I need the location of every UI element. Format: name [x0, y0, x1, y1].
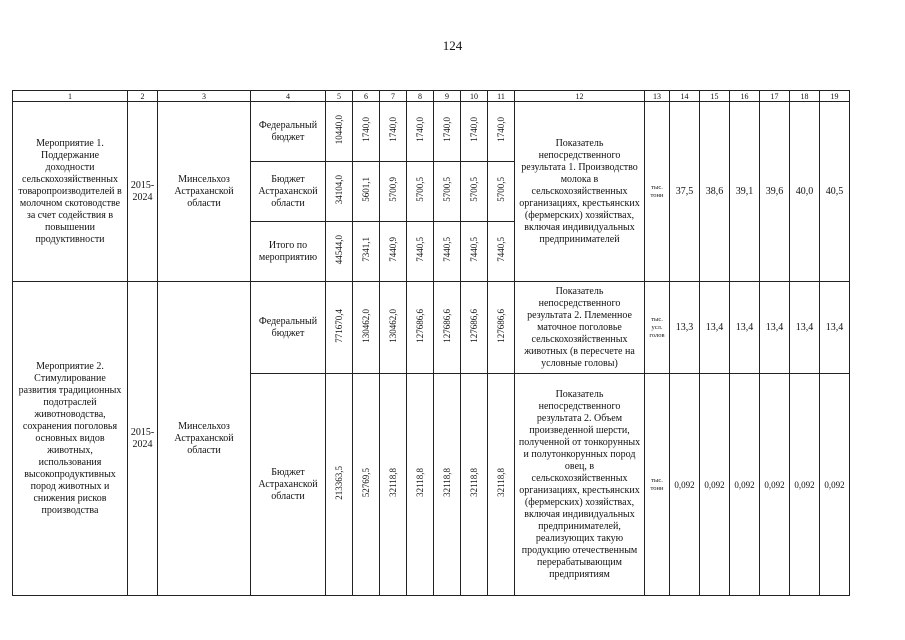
amount-value: 34104,0	[334, 174, 344, 205]
amount-cell	[353, 374, 380, 596]
header-cell: 6	[353, 91, 380, 102]
amount-cell	[353, 282, 380, 374]
header-cell: 7	[380, 91, 407, 102]
header-cell: 10	[461, 91, 488, 102]
amount-value: 10440,0	[334, 114, 344, 145]
program-table	[12, 90, 850, 596]
amount-value: 32118,8	[496, 468, 506, 497]
amount-value: 771670,4	[334, 308, 344, 343]
amount-value: 213363,5	[334, 465, 344, 500]
amount-value: 5700,5	[469, 177, 479, 202]
amount-cell	[434, 282, 461, 374]
amount-value: 32118,8	[388, 468, 398, 497]
amount-value: 127686,6	[496, 308, 506, 343]
amount-value: 1740,0	[361, 117, 371, 142]
amount-value: 1740,0	[415, 117, 425, 142]
header-cell: 5	[326, 91, 353, 102]
indicator-text: Показатель непосредственного результата 2. Объем произведенной шерсти, полученной от тонкорунных и полутонкорунных пород овец, в сельскохозяйственных организациях, крестьянских (фермерских) хозяйствах, включая индивидуальных предпринимателей, реализующих такую продукцию отечественным перерабатывающим предприятиям	[515, 374, 645, 596]
amount-cell	[407, 282, 434, 374]
amount-value: 1740,0	[469, 117, 479, 142]
measure-executor: Минсельхоз Астраханской области	[158, 102, 251, 282]
header-cell: 17	[760, 91, 790, 102]
indicator-value: 0,092	[730, 374, 760, 596]
amount-cell	[407, 374, 434, 596]
funding-source: Федеральный бюджет	[251, 282, 326, 374]
header-cell: 4	[251, 91, 326, 102]
indicator-value: 13,4	[700, 282, 730, 374]
measure-name: Мероприятие 2. Стимулирование развития традиционных подотраслей животноводства, сохранения поголовья основных видов животных, использования высокопродуктивных пород животных и снижения рисков производства	[13, 282, 128, 596]
indicator-value: 13,4	[760, 282, 790, 374]
header-cell: 18	[790, 91, 820, 102]
amount-cell	[434, 374, 461, 596]
indicator-unit: тыс. тонн	[645, 374, 670, 596]
amount-cell	[434, 162, 461, 222]
amount-value: 7341,1	[361, 237, 371, 262]
amount-value: 127686,6	[469, 308, 479, 343]
amount-cell	[380, 374, 407, 596]
indicator-value: 13,4	[790, 282, 820, 374]
amount-cell	[488, 374, 515, 596]
amount-cell	[407, 222, 434, 282]
amount-value: 1740,0	[496, 117, 506, 142]
header-cell: 11	[488, 91, 515, 102]
table-row	[13, 282, 850, 374]
indicator-text: Показатель непосредственного результата 2. Племенное маточное поголовье сельскохозяйственных животных (в пересчете на условные головы)	[515, 282, 645, 374]
indicator-value: 40,0	[790, 102, 820, 282]
indicator-value: 0,092	[700, 374, 730, 596]
amount-cell	[326, 282, 353, 374]
amount-value: 32118,8	[469, 468, 479, 497]
measure-period: 2015-2024	[128, 282, 158, 596]
amount-cell	[407, 162, 434, 222]
amount-cell	[488, 162, 515, 222]
amount-value: 32118,8	[442, 468, 452, 497]
indicator-value: 0,092	[670, 374, 700, 596]
indicator-value: 0,092	[790, 374, 820, 596]
amount-cell	[488, 102, 515, 162]
amount-value: 5700,5	[415, 177, 425, 202]
amount-value: 5700,5	[442, 177, 452, 202]
amount-cell	[407, 102, 434, 162]
amount-cell	[326, 162, 353, 222]
header-cell: 2	[128, 91, 158, 102]
indicator-value: 40,5	[820, 102, 850, 282]
indicator-value: 0,092	[760, 374, 790, 596]
header-cell: 13	[645, 91, 670, 102]
amount-cell	[326, 102, 353, 162]
amount-value: 7440,5	[442, 237, 452, 262]
amount-cell	[353, 222, 380, 282]
amount-value: 32118,8	[415, 468, 425, 497]
funding-source: Бюджет Астраханской области	[251, 374, 326, 596]
header-cell: 15	[700, 91, 730, 102]
amount-value: 44544,0	[334, 234, 344, 265]
indicator-value: 13,3	[670, 282, 700, 374]
amount-cell	[353, 162, 380, 222]
page-number: 124	[442, 38, 463, 53]
header-cell: 3	[158, 91, 251, 102]
amount-cell	[380, 102, 407, 162]
indicator-value: 38,6	[700, 102, 730, 282]
amount-cell	[461, 222, 488, 282]
indicator-value: 37,5	[670, 102, 700, 282]
indicator-text: Показатель непосредственного результата 1. Производство молока в сельскохозяйственных организациях, крестьянских (фермерских) хозяйствах, включая индивидуальных предпринимателей	[515, 102, 645, 282]
amount-cell	[380, 162, 407, 222]
table-row	[13, 102, 850, 162]
header-cell: 19	[820, 91, 850, 102]
amount-value: 1740,0	[388, 117, 398, 142]
amount-value: 7440,5	[415, 237, 425, 262]
amount-cell	[326, 374, 353, 596]
amount-cell	[380, 222, 407, 282]
header-cell: 16	[730, 91, 760, 102]
funding-source: Итого по мероприятию	[251, 222, 326, 282]
amount-cell	[326, 222, 353, 282]
amount-value: 52769,5	[361, 467, 371, 498]
amount-cell	[461, 282, 488, 374]
amount-value: 1740,0	[442, 117, 452, 142]
funding-source: Федеральный бюджет	[251, 102, 326, 162]
header-cell: 9	[434, 91, 461, 102]
funding-source: Бюджет Астраханской области	[251, 162, 326, 222]
indicator-value: 39,6	[760, 102, 790, 282]
measure-name: Мероприятие 1. Поддержание доходности сельскохозяйственных товаропроизводителей в молочном скотоводстве за счет содействия в повышении продуктивности	[13, 102, 128, 282]
amount-cell	[380, 282, 407, 374]
header-cell: 8	[407, 91, 434, 102]
amount-value: 130462,0	[388, 308, 398, 343]
amount-cell	[461, 374, 488, 596]
header-cell: 14	[670, 91, 700, 102]
indicator-value: 0,092	[820, 374, 850, 596]
indicator-value: 39,1	[730, 102, 760, 282]
measure-period: 2015-2024	[128, 102, 158, 282]
amount-value: 5601,1	[361, 177, 371, 202]
amount-value: 130462,0	[361, 308, 371, 343]
amount-value: 7440,5	[469, 237, 479, 262]
amount-cell	[434, 102, 461, 162]
header-cell: 1	[13, 91, 128, 102]
amount-cell	[434, 222, 461, 282]
amount-value: 7440,5	[496, 237, 506, 262]
indicator-unit: тыс. усл. голов	[645, 282, 670, 374]
amount-value: 5700,9	[388, 177, 398, 202]
amount-cell	[353, 102, 380, 162]
amount-cell	[488, 282, 515, 374]
amount-value: 5700,5	[496, 177, 506, 202]
amount-value: 127686,6	[415, 308, 425, 343]
amount-cell	[461, 102, 488, 162]
header-cell: 12	[515, 91, 645, 102]
amount-value: 7440,9	[388, 237, 398, 262]
indicator-value: 13,4	[820, 282, 850, 374]
indicator-value: 13,4	[730, 282, 760, 374]
measure-executor: Минсельхоз Астраханской области	[158, 282, 251, 596]
indicator-unit: тыс. тонн	[645, 102, 670, 282]
amount-value: 127686,6	[442, 308, 452, 343]
amount-cell	[461, 162, 488, 222]
amount-cell	[488, 222, 515, 282]
header-row	[13, 91, 850, 102]
